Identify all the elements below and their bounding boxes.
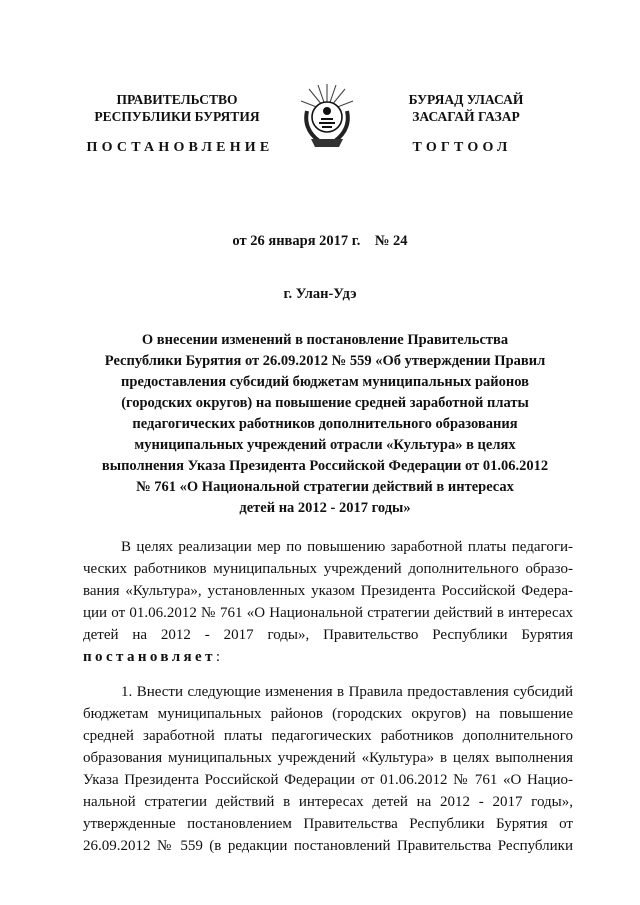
resolves-colon: : bbox=[215, 649, 221, 665]
item-1-line: 1. Внести следующие изменения в Правила предоставления субсидий bbox=[121, 684, 573, 700]
item-1-line: нальной стратегии действий в интересах детей на 2012 - 2017 годы», bbox=[83, 794, 573, 810]
item-1-line: бюджетам муниципальных районов (городских округов) на повышение bbox=[83, 706, 573, 722]
resolves-word: постановляет bbox=[83, 649, 216, 665]
item-1-line: 26.09.2012 № 559 (в редакции постановлений Правительства Республики bbox=[83, 838, 573, 854]
doc-type-ru: ПОСТАНОВЛЕНИЕ bbox=[86, 140, 274, 155]
item-1-line: средней заработной платы педагогических работников дополнительного bbox=[83, 728, 573, 744]
preamble-line: вания «Культура», установленных указом Президента Российской Федера- bbox=[83, 583, 573, 599]
title-line: (городских округов) на повышение средней заработной платы bbox=[121, 395, 529, 411]
item-1-line: образования муниципальных учреждений «Культура» в целях выполнения bbox=[83, 750, 573, 766]
title-line: детей на 2012 - 2017 годы» bbox=[239, 500, 411, 516]
preamble-line: ции от 01.06.2012 № 761 «О Национальной стратегии действий в интересах bbox=[83, 605, 573, 621]
resolves-line bbox=[83, 647, 573, 667]
date-and-number: от 26 января 2017 г. № 24 bbox=[232, 233, 408, 249]
title-line: № 761 «О Национальной стратегии действий в интересах bbox=[136, 479, 514, 495]
title-line: выполнения Указа Президента Российской Федерации от 01.06.2012 bbox=[101, 458, 549, 474]
preamble-line: ческих работников муниципальных учреждений дополнительного образо- bbox=[83, 561, 573, 577]
city: г. Улан-Удэ bbox=[283, 286, 357, 302]
government-name-ru-line-2: РЕСПУБЛИКИ БУРЯТИЯ bbox=[94, 109, 260, 124]
government-name-ru bbox=[92, 91, 262, 125]
title-line: муниципальных учреждений отрасли «Культура» в целях bbox=[134, 437, 516, 453]
emblem-icon bbox=[297, 81, 357, 149]
preamble-line: детей на 2012 - 2017 годы», Правительство Республики Бурятия bbox=[83, 627, 573, 643]
title-line: предоставления субсидий бюджетам муниципальных районов bbox=[121, 374, 529, 390]
doc-type-bua: ТОГТООЛ bbox=[412, 140, 512, 155]
title-line: О внесении изменений в постановление Правительства bbox=[141, 332, 509, 348]
item-1-line: Указа Президента Российской Федерации от 01.06.2012 № 761 «О Нацио- bbox=[83, 772, 573, 788]
preamble-line: В целях реализации мер по повышению заработной платы педагоги- bbox=[121, 539, 573, 555]
government-name-bua-line-1: БУРЯАД УЛАСАЙ bbox=[408, 92, 524, 107]
title-line: Республики Бурятия от 26.09.2012 № 559 «Об утверждении Правил bbox=[104, 353, 546, 369]
item-1-line: утвержденные постановлением Правительства Республики Бурятия от bbox=[83, 816, 573, 832]
title-line: педагогических работников дополнительного образования bbox=[132, 416, 518, 432]
government-name-bua-line-2: ЗАСАГАЙ ГАЗАР bbox=[412, 109, 520, 124]
government-name-bua bbox=[382, 91, 550, 125]
government-name-ru-line-1: ПРАВИТЕЛЬСТВО bbox=[116, 92, 238, 107]
